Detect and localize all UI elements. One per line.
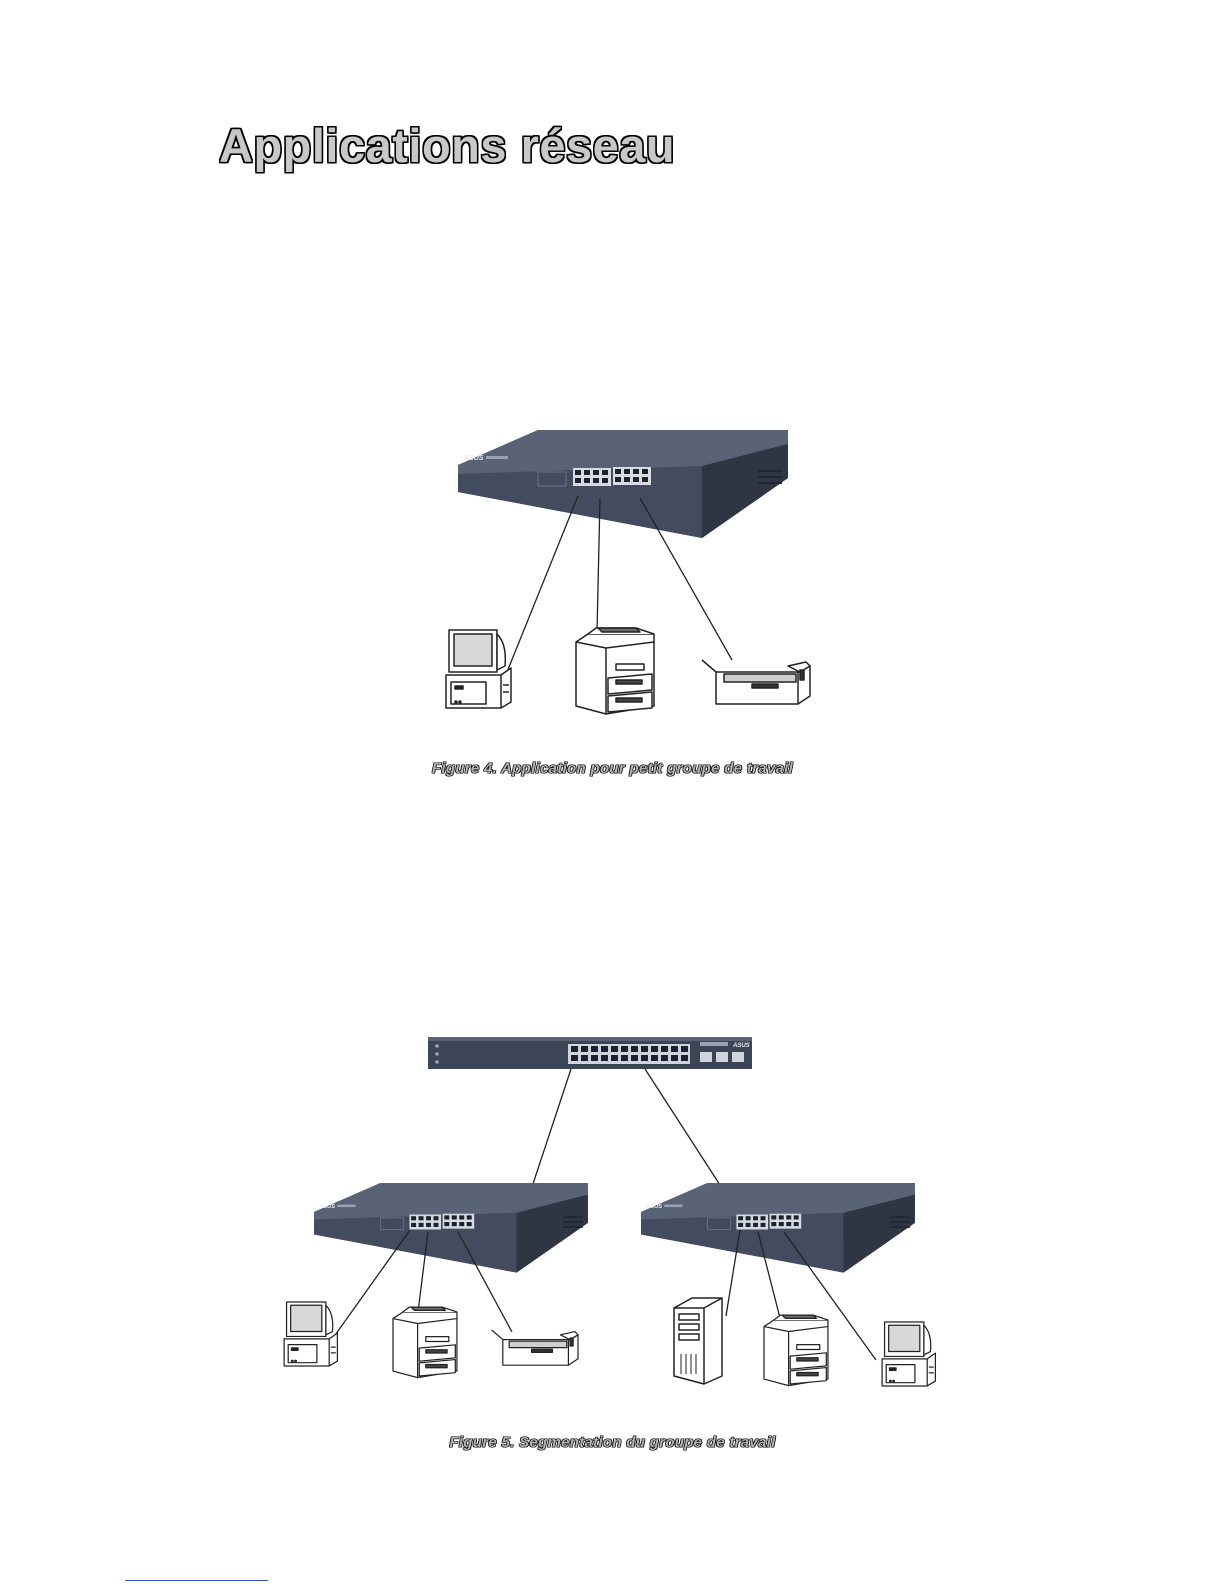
laser-printer-icon <box>393 1307 457 1378</box>
network-diagrams: ASUS ASUS <box>0 0 1225 1585</box>
page-title: Applications réseau <box>219 119 676 172</box>
switch-16-port <box>458 430 788 538</box>
footer-rule <box>125 1580 268 1581</box>
svg-text:ASUS: ASUS <box>733 1043 750 1049</box>
fax-machine-icon <box>702 660 810 704</box>
laser-printer-icon <box>764 1315 828 1386</box>
fax-machine-icon <box>492 1330 578 1365</box>
backbone-switch-24-port <box>428 1037 752 1069</box>
figure-5-caption: Figure 5. Segmentation du groupe de travail <box>449 1434 776 1451</box>
connection-line <box>528 1069 720 1199</box>
laser-printer-icon <box>576 628 654 714</box>
figure-4 <box>446 430 810 714</box>
computer-icon <box>882 1322 935 1386</box>
computer-icon <box>284 1302 337 1366</box>
figure-4-caption: Figure 4. Application pour petit groupe de travail <box>431 760 794 777</box>
switch-16-port-right <box>641 1183 915 1273</box>
computer-icon <box>446 630 511 708</box>
switch-16-port-left <box>314 1183 588 1273</box>
figure-5 <box>284 1037 935 1386</box>
tower-server-icon <box>674 1298 722 1384</box>
